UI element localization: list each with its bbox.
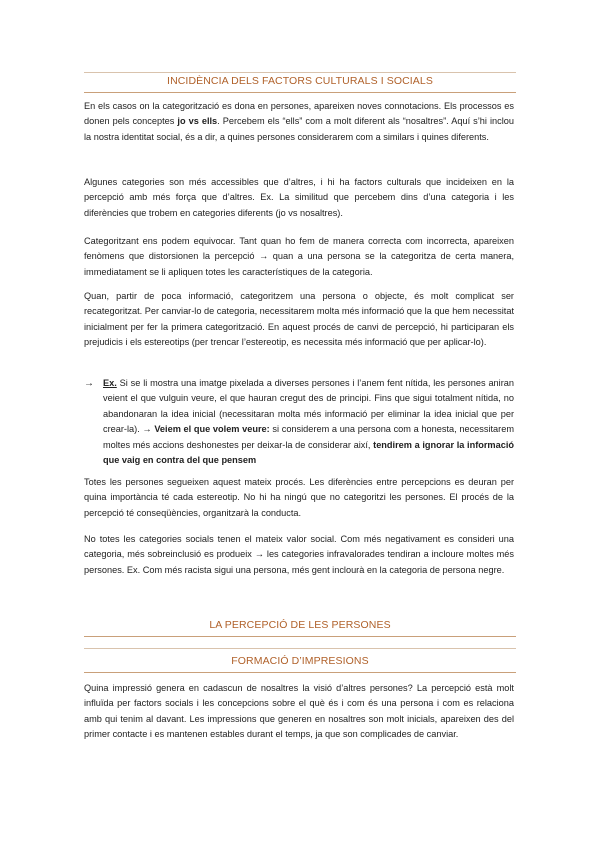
subheading-impressions: FORMACIÓ D’IMPRESIONS	[231, 655, 369, 667]
paragraph-1: En els casos on la categorització es dona en persones, apareixen noves connotacions. Els processos es donen pels conceptes jo vs ells. Percebem els “ells” com a molt diferent als “nosaltres”. Aquí s’hi inclou la nostra identitat social, és a dir, a quines persones considerarem com a similars i quines diferents.	[84, 101, 514, 142]
section-heading-person-perception: LA PERCEPCIÓ DE LES PERSONES	[209, 619, 391, 631]
paragraph-3: Categoritzant ens podem equivocar. Tant quan ho fem de manera correcta com incorrecta, apareixen fenòmens que distorsionen la percepció → quan a una persona se la categoritza de certa manera, immediatament se li apliquen totes les característiques de la categoria.	[84, 236, 514, 277]
subheading-rule-bottom	[84, 672, 516, 673]
heading-rule-bottom	[84, 92, 516, 93]
heading-rule-top	[84, 72, 516, 73]
section-heading-cultural-factors: INCIDÈNCIA DELS FACTORS CULTURALS I SOCIALS	[167, 75, 433, 87]
paragraph-7: Quina impressió genera en cadascun de nosaltres la visió d’altres persones? La percepció està molt influïda per factors socials i les concepcions sobre el què és i com és una persona i com es relaciona amb qui tenim al davant. Les impressions que generen en nosaltres son molt inicials, apareixen des del primer contacte i es mantenen estables durant el temps, ja que son complicades de canviar.	[84, 683, 514, 740]
subheading-rule-top	[84, 648, 516, 649]
paragraph-4: Quan, partir de poca informació, categoritzem una persona o objecte, és molt complicat ser recategoritzat. Per canviar-lo de categoria, necessitarem molta més informació que la que hem necessitat inicialment per fer la primera categorització. En aquest procés de canvi de percepció, hi participaran els prejudicis i els estereotips (per trencar l’estereotip, es necessita més informació que per aplicar-lo).	[84, 291, 514, 348]
bold-phrase: jo vs ells	[177, 116, 218, 127]
example-bullet	[84, 376, 514, 468]
heading-rule-bottom-2	[84, 636, 516, 637]
paragraph-6: No totes les categories socials tenen el mateix valor social. Com més negativament es consideri una categoria, més sobreinclusió es produeix → les categories infravalorades tendiran a incloure moltes més persones. Ex. Com més racista sigui una persona, més gent inclourà en la categoria de persona negre.	[84, 534, 514, 575]
paragraph-5: Totes les persones segueixen aquest mateix procés. Les diferències entre percepcions es deuran per quina importància té cada estereotip. No hi ha ningú que no categoritzi les persones. El procés de la percepció té conseqüències, organitzarà la conducta.	[84, 477, 514, 518]
paragraph-2: Algunes categories son més accessibles que d’altres, i hi ha factors culturals que incideixen en la percepció amb més força que d’altres. Ex. La similitud que percebem dins d’una categoria i les diferències que trobem en categories diferents (jo vs nosaltres).	[84, 177, 514, 218]
arrow-icon: →	[84, 378, 94, 389]
bullet-text: Ex. Si se li mostra una imatge pixelada a diverses persones i l’anem fent nítida, les persones aniran veient el que vulguin veure, el que hauran cregut des de principi. Fins que sigui totalment nítida, no abandonaran la idea inicial (necessitaran molta més informació per eliminar la idea inicial que per crear-la). → Veiem el que volem veure: si considerem a una persona com a honesta, necessitarem moltes més accions deshonestes per deixar-la de considerar així, tendirem a ignorar la informació que vaig en contra del que pensem	[103, 378, 514, 466]
